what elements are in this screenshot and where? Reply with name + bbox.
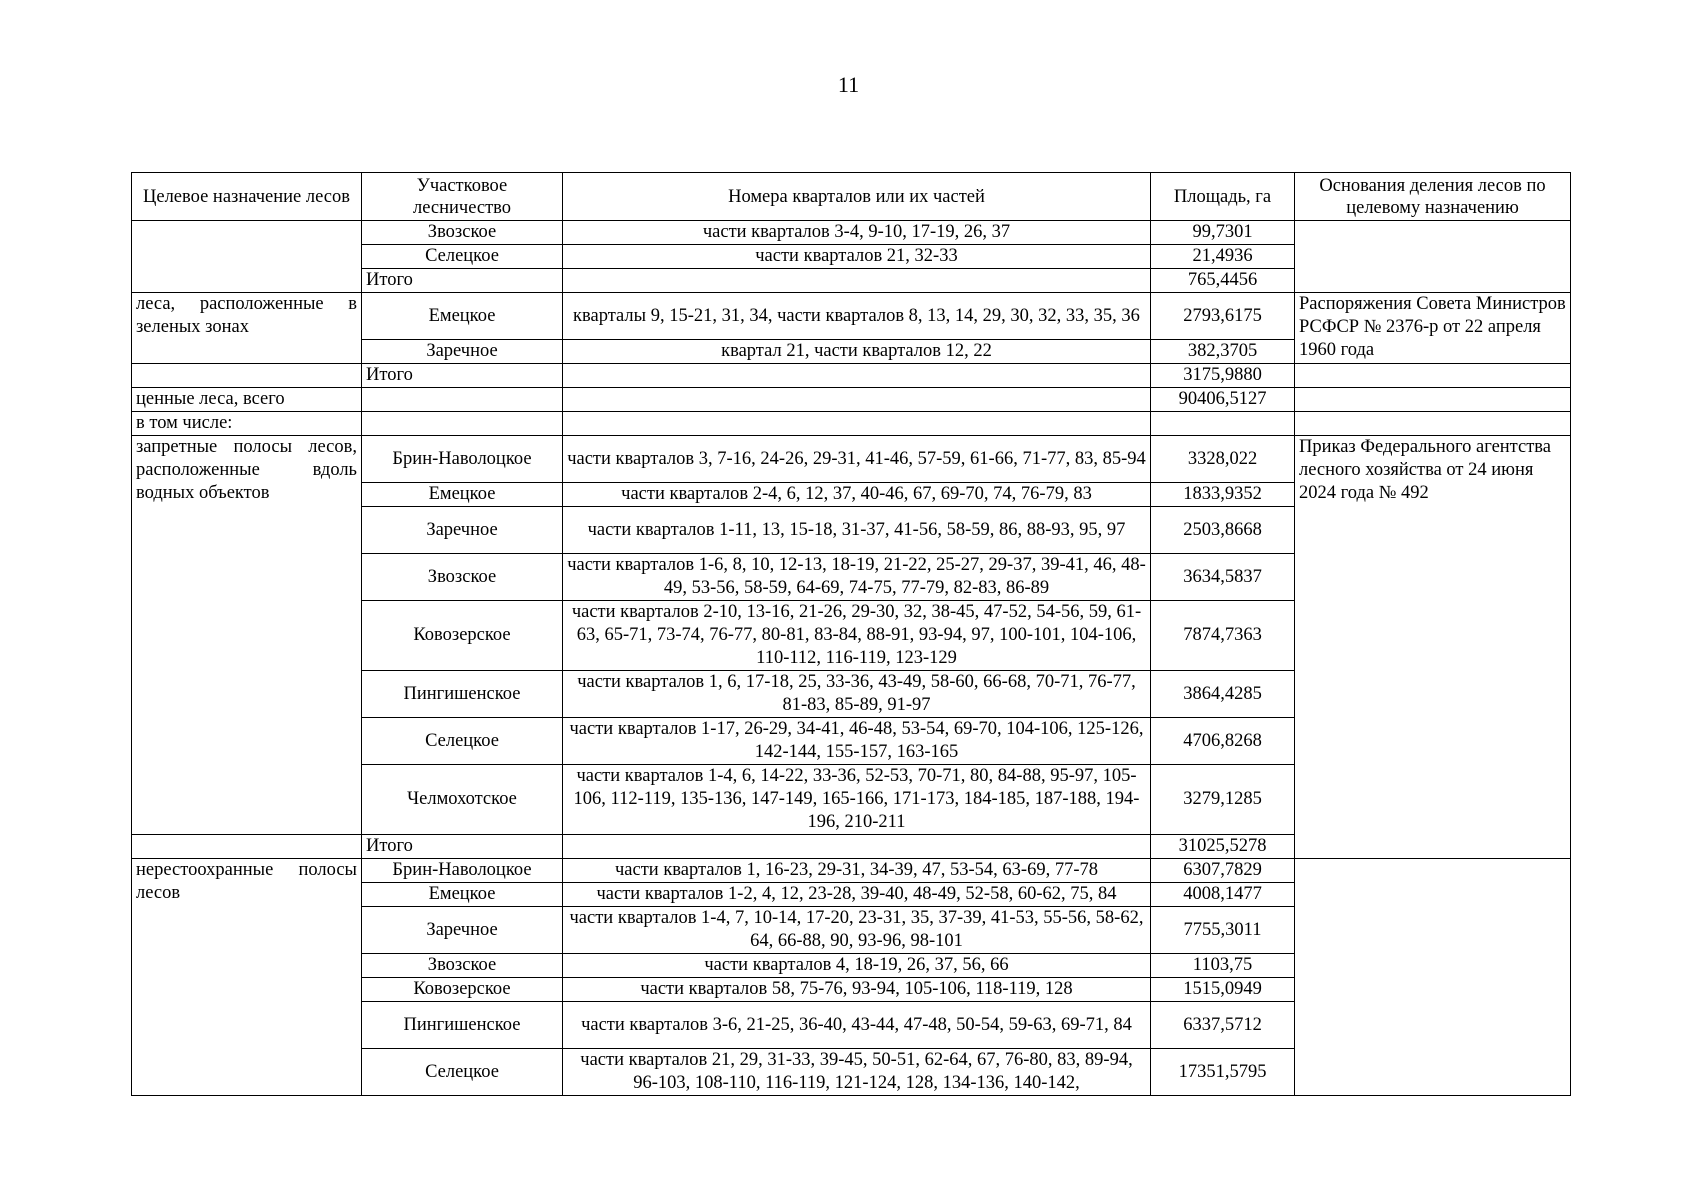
area-cell: 17351,5795: [1151, 1049, 1295, 1096]
forestry-cell: Заречное: [362, 507, 563, 554]
header-purpose: Целевое назначение лесов: [132, 173, 362, 221]
area-cell: 4008,1477: [1151, 883, 1295, 907]
area-cell: 1515,0949: [1151, 978, 1295, 1002]
forestry-cell: Селецкое: [362, 245, 563, 269]
purpose-cell: [132, 364, 362, 388]
quarters-cell: части кварталов 21, 29, 31-33, 39-45, 50-51, 62-64, 67, 76-80, 83, 89-94, 96-103, 108-110, 116-119, 121-124, 128, 134-136, 140-142,: [563, 1049, 1151, 1096]
area-cell: 90406,5127: [1151, 388, 1295, 412]
basis-cell: [1295, 364, 1571, 388]
forestry-cell: Емецкое: [362, 483, 563, 507]
quarters-cell: части кварталов 1-4, 7, 10-14, 17-20, 23-31, 35, 37-39, 41-53, 55-56, 58-62, 64, 66-88, 90, 93-96, 98-101: [563, 907, 1151, 954]
forestry-cell: Ковозерское: [362, 978, 563, 1002]
quarters-cell: части кварталов 1-17, 26-29, 34-41, 46-48, 53-54, 69-70, 104-106, 125-126, 142-144, 155-157, 163-165: [563, 718, 1151, 765]
basis-cell: [1295, 221, 1571, 293]
table-header-row: [132, 173, 1571, 221]
table-row: [132, 293, 1571, 340]
area-cell: 4706,8268: [1151, 718, 1295, 765]
purpose-cell: леса, расположенные в зеленых зонах: [132, 293, 362, 364]
quarters-cell: части кварталов 3-6, 21-25, 36-40, 43-44, 47-48, 50-54, 59-63, 69-71, 84: [563, 1002, 1151, 1049]
quarters-cell: части кварталов 1-11, 13, 15-18, 31-37, 41-56, 58-59, 86, 88-93, 95, 97: [563, 507, 1151, 554]
quarters-cell: части кварталов 2-10, 13-16, 21-26, 29-30, 32, 38-45, 47-52, 54-56, 59, 61-63, 65-71, 73-74, 76-77, 80-81, 83-84, 88-91, 93-94, 97, 100-101, 104-106, 110-112, 116-119, 123-129: [563, 601, 1151, 671]
table-row: [132, 412, 1571, 436]
quarters-cell: части кварталов 1-6, 8, 10, 12-13, 18-19, 21-22, 25-27, 29-37, 39-41, 46, 48-49, 53-56, 58-59, 64-69, 74-75, 77-79, 82-83, 86-89: [563, 554, 1151, 601]
header-quarters: Номера кварталов или их частей: [563, 173, 1151, 221]
total-label-cell: Итого: [362, 364, 563, 388]
forestry-cell: Заречное: [362, 340, 563, 364]
area-cell: 382,3705: [1151, 340, 1295, 364]
quarters-cell: части кварталов 58, 75-76, 93-94, 105-106, 118-119, 128: [563, 978, 1151, 1002]
forestry-cell: Звозское: [362, 954, 563, 978]
area-cell: 99,7301: [1151, 221, 1295, 245]
quarters-cell: [563, 412, 1151, 436]
area-cell: 1103,75: [1151, 954, 1295, 978]
table-row: [132, 364, 1571, 388]
purpose-cell: [132, 221, 362, 293]
basis-cell: Приказ Федерального агентства лесного хозяйства от 24 июня 2024 года № 492: [1295, 436, 1571, 859]
table-row: [132, 436, 1571, 483]
quarters-cell: части кварталов 2-4, 6, 12, 37, 40-46, 67, 69-70, 74, 76-79, 83: [563, 483, 1151, 507]
quarters-cell: квартал 21, части кварталов 12, 22: [563, 340, 1151, 364]
page-number: 11: [837, 72, 860, 97]
purpose-cell: [132, 835, 362, 859]
area-cell: 3279,1285: [1151, 765, 1295, 835]
area-cell: [1151, 412, 1295, 436]
quarters-cell: части кварталов 1-2, 4, 12, 23-28, 39-40, 48-49, 52-58, 60-62, 75, 84: [563, 883, 1151, 907]
header-forestry: Участковое лесничество: [362, 173, 563, 221]
forestry-cell: [362, 412, 563, 436]
forestry-cell: Брин-Наволоцкое: [362, 859, 563, 883]
forest-purpose-table: [131, 172, 1571, 1096]
total-label-cell: Итого: [362, 269, 563, 293]
quarters-cell: части кварталов 1, 16-23, 29-31, 34-39, 47, 53-54, 63-69, 77-78: [563, 859, 1151, 883]
purpose-cell: нерестоохранные полосы лесов: [132, 859, 362, 1096]
area-cell: 3328,022: [1151, 436, 1295, 483]
forestry-cell: Селецкое: [362, 718, 563, 765]
forestry-cell: Ковозерское: [362, 601, 563, 671]
area-cell: 7755,3011: [1151, 907, 1295, 954]
area-cell: 1833,9352: [1151, 483, 1295, 507]
quarters-cell: части кварталов 1, 6, 17-18, 25, 33-36, 43-49, 58-60, 66-68, 70-71, 76-77, 81-83, 85-89, 91-97: [563, 671, 1151, 718]
forestry-cell: Звозское: [362, 554, 563, 601]
quarters-cell: [563, 388, 1151, 412]
quarters-cell: кварталы 9, 15-21, 31, 34, части кварталов 8, 13, 14, 29, 30, 32, 33, 35, 36: [563, 293, 1151, 340]
area-cell: 6307,7829: [1151, 859, 1295, 883]
area-cell: 3634,5837: [1151, 554, 1295, 601]
table-row: [132, 388, 1571, 412]
area-cell: 6337,5712: [1151, 1002, 1295, 1049]
header-area: Площадь, га: [1151, 173, 1295, 221]
quarters-cell: [563, 269, 1151, 293]
area-cell: 7874,7363: [1151, 601, 1295, 671]
forestry-cell: Емецкое: [362, 293, 563, 340]
table-row: [132, 221, 1571, 245]
table-row: [132, 859, 1571, 883]
basis-cell: [1295, 859, 1571, 1096]
forestry-cell: Пингишенское: [362, 671, 563, 718]
basis-cell: [1295, 388, 1571, 412]
purpose-cell: ценные леса, всего: [132, 388, 362, 412]
quarters-cell: [563, 835, 1151, 859]
basis-cell: Распоряжения Совета Министров РСФСР № 2376-р от 22 апреля 1960 года: [1295, 293, 1571, 364]
area-cell: 21,4936: [1151, 245, 1295, 269]
forestry-cell: Пингишенское: [362, 1002, 563, 1049]
total-area-cell: 765,4456: [1151, 269, 1295, 293]
forestry-cell: Селецкое: [362, 1049, 563, 1096]
quarters-cell: части кварталов 4, 18-19, 26, 37, 56, 66: [563, 954, 1151, 978]
purpose-cell: запретные полосы лесов, расположенные вдоль водных объектов: [132, 436, 362, 835]
quarters-cell: части кварталов 21, 32-33: [563, 245, 1151, 269]
area-cell: 2503,8668: [1151, 507, 1295, 554]
purpose-cell: в том числе:: [132, 412, 362, 436]
total-area-cell: 31025,5278: [1151, 835, 1295, 859]
forestry-cell: [362, 388, 563, 412]
forestry-cell: Емецкое: [362, 883, 563, 907]
quarters-cell: части кварталов 1-4, 6, 14-22, 33-36, 52-53, 70-71, 80, 84-88, 95-97, 105-106, 112-119, 135-136, 147-149, 165-166, 171-173, 184-185, 187-188, 194-196, 210-211: [563, 765, 1151, 835]
forestry-cell: Брин-Наволоцкое: [362, 436, 563, 483]
forestry-cell: Заречное: [362, 907, 563, 954]
quarters-cell: части кварталов 3, 7-16, 24-26, 29-31, 41-46, 57-59, 61-66, 71-77, 83, 85-94: [563, 436, 1151, 483]
forestry-cell: Звозское: [362, 221, 563, 245]
area-cell: 3864,4285: [1151, 671, 1295, 718]
header-basis: Основания деления лесов по целевому назначению: [1295, 173, 1571, 221]
total-label-cell: Итого: [362, 835, 563, 859]
quarters-cell: части кварталов 3-4, 9-10, 17-19, 26, 37: [563, 221, 1151, 245]
total-area-cell: 3175,9880: [1151, 364, 1295, 388]
quarters-cell: [563, 364, 1151, 388]
basis-cell: [1295, 412, 1571, 436]
forestry-cell: Челмохотское: [362, 765, 563, 835]
area-cell: 2793,6175: [1151, 293, 1295, 340]
